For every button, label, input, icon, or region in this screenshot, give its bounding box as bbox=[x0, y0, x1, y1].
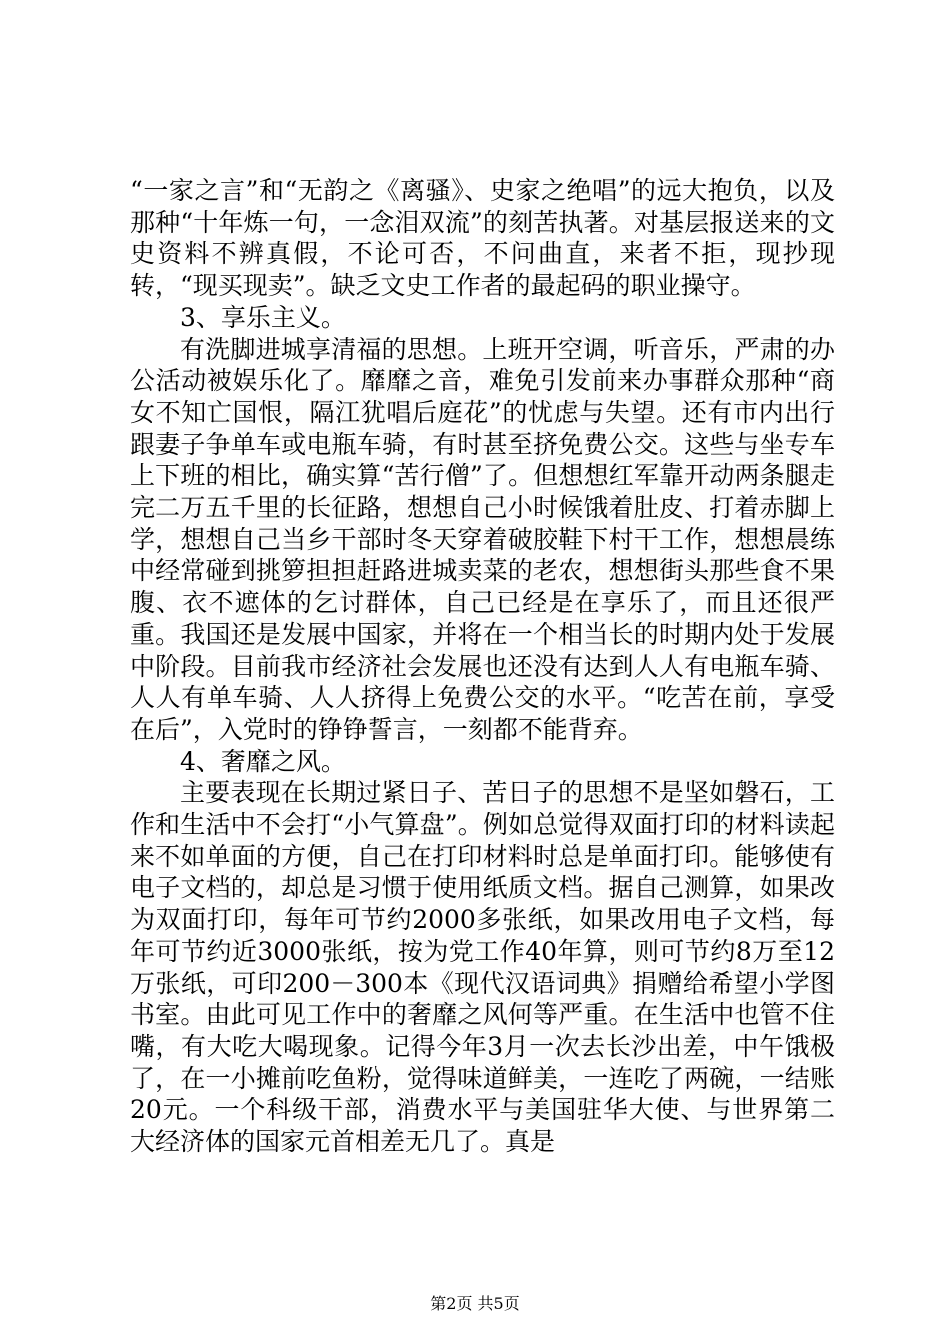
paragraph-continuation: “一家之言”和“无韵之《离骚》、史家之绝唱”的远大抱负，以及那种“十年炼一句，一念泪双流”的刻苦执著。对基层报送来的文史资料不辨真假，不论可否，不问曲直，来者不拒，现抄现转，“现买现卖”。缺乏文史工作者的最起码的职业操守。 bbox=[130, 176, 835, 301]
document-body bbox=[130, 175, 835, 1158]
paragraph-extravagance: 主要表现在长期过紧日子、苦日子的思想不是坚如磐石，工作和生活中不会打“小气算盘”。例如总觉得双面打印的材料读起来不如单面的方便，自己在打印材料时总是单面打印。能够使有电子文档的，却总是习惯于使用纸质文档。据自己测算，如果改为双面打印，每年可节约2000多张纸，如果改用电子文档，每年可节约近3000张纸，按为党工作40年算，则可节约8万至12万张纸，可印200－300本《现代汉语词典》捐赠给希望小学图书室。由此可见工作中的奢靡之风何等严重。在生活中也管不住嘴，有大吃大喝现象。记得今年3月一次去长沙出差，中午饿极了，在一小摊前吃鱼粉，觉得味道鲜美，一连吃了两碗，一结账20元。一个科级干部，消费水平与美国驻华大使、与世界第二大经济体的国家元首相差无几了。真是 bbox=[130, 778, 835, 1157]
section-heading-extravagance: 4、奢靡之风。 bbox=[180, 746, 346, 776]
section-heading-hedonism: 3、享乐主义。 bbox=[180, 302, 346, 332]
paragraph-hedonism: 有洗脚进城享清福的思想。上班开空调，听音乐，严肃的办公活动被娱乐化了。靡靡之音，难免引发前来办事群众那种“商女不知亡国恨，隔江犹唱后庭花”的忧虑与失望。还有市内出行跟妻子争单车或电瓶车骑，有时甚至挤免费公交。这些与坐专车上下班的相比，确实算“苦行僧”了。但想想红军靠开动两条腿走完二万五千里的长征路，想想自己小时候饿着肚皮、打着赤脚上学，想想自己当乡干部时冬天穿着破胶鞋下村干工作，想想晨练中经常碰到挑箩担担赶路进城卖菜的老农，想想街头那些食不果腹、衣不遮体的乞讨群体，自己已经是在享乐了，而且还很严重。我国还是发展中国家，并将在一个相当长的时期内处于发展中阶段。目前我市经济社会发展也还没有达到人人有电瓶车骑、人人有单车骑、人人挤得上免费公交的水平。“吃苦在前，享受在后”，入党时的铮铮誓言，一刻都不能背弃。 bbox=[130, 334, 835, 744]
page-footer bbox=[0, 1294, 950, 1314]
page-number-label: 第2页 共5页 bbox=[430, 1294, 520, 1313]
